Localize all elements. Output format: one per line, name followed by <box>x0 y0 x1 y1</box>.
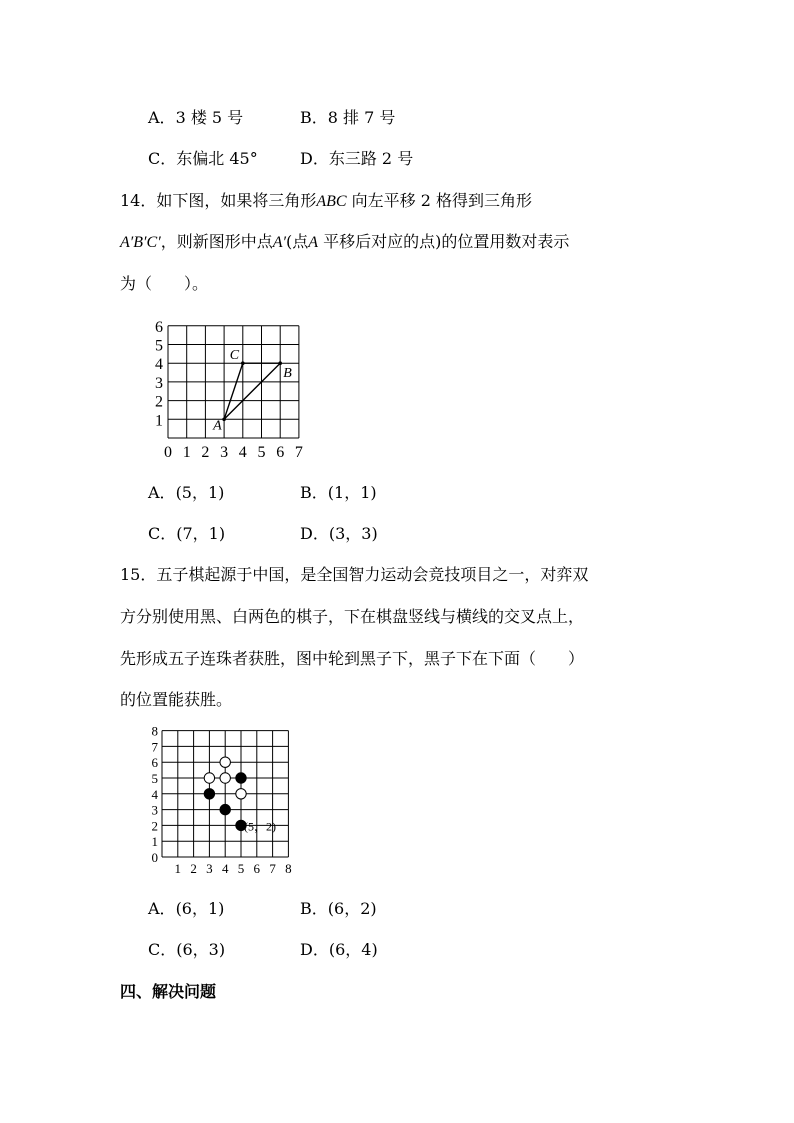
q14-vertex-label-c: C <box>229 348 240 364</box>
q14-vertex-c <box>241 361 245 365</box>
q14-x-tick: 5 <box>257 444 266 461</box>
q15-option-a[interactable]: A．(6，1) <box>148 899 225 918</box>
q15-stem-line-4: 的位置能获胜。 <box>120 690 233 709</box>
q14-vertex-label-a: A <box>213 418 222 434</box>
q14-stem-line-2: A′B′C′，则新图形中点A′(点A 平移后对应的点)的位置用数对表示 <box>120 232 570 251</box>
q14-grid-figure <box>150 316 310 466</box>
q15-y-tick: 1 <box>151 834 158 850</box>
white-stone <box>220 773 230 783</box>
q14-y-tick: 5 <box>155 337 163 355</box>
q15-option-c[interactable]: C．(6，3) <box>148 940 226 959</box>
q14-y-tick: 2 <box>155 393 163 411</box>
q15-coordinate-annotation: (5，2) <box>244 819 276 834</box>
section-heading: 四、解决问题 <box>120 982 217 1001</box>
q15-x-tick-labels <box>175 861 292 876</box>
q14-triangle <box>224 363 280 419</box>
q14-vertex-a <box>222 418 226 422</box>
q14-x-tick-labels <box>164 444 303 461</box>
q14-x-tick: 2 <box>201 444 210 461</box>
q15-y-tick: 0 <box>151 850 158 865</box>
q14-option-a[interactable]: A．(5，1) <box>148 483 225 502</box>
q13-option-d[interactable]: D．东三路 2 号 <box>300 149 414 168</box>
q14-option-c[interactable]: C．(7，1) <box>148 524 226 543</box>
q14-grid-lines <box>168 326 299 438</box>
q15-x-tick: 7 <box>269 861 276 876</box>
q14-x-tick: 0 <box>164 444 172 461</box>
q14-x-tick: 1 <box>182 444 191 461</box>
white-stone <box>204 773 214 783</box>
q15-y-tick-labels <box>152 724 159 865</box>
q14-y-tick: 6 <box>155 318 163 336</box>
black-stone <box>204 789 214 799</box>
q15-option-d[interactable]: D．(6，4) <box>300 940 378 959</box>
q14-option-d[interactable]: D．(3，3) <box>300 524 378 543</box>
q15-y-tick: 2 <box>151 818 158 834</box>
q14-y-tick: 4 <box>155 356 163 374</box>
white-stone <box>220 757 230 767</box>
q15-x-tick: 6 <box>253 861 261 876</box>
q14-y-tick-labels <box>155 319 163 430</box>
q15-y-tick: 6 <box>151 755 158 771</box>
q14-x-tick: 4 <box>238 444 247 461</box>
q13-option-c[interactable]: C．东偏北 45° <box>148 149 258 168</box>
q15-x-tick: 2 <box>190 861 197 876</box>
q15-stem-line-3: 先形成五子连珠者获胜，图中轮到黑子下，黑子下在下面（ ） <box>120 649 585 668</box>
q15-stem-line-2: 方分别使用黑、白两色的棋子，下在棋盘竖线与横线的交叉点上， <box>120 607 585 626</box>
q15-x-tick: 1 <box>174 861 182 876</box>
q15-board-grid <box>162 731 288 857</box>
q15-y-tick: 7 <box>151 739 158 755</box>
q14-x-tick: 7 <box>294 444 303 461</box>
q15-option-b[interactable]: B．(6，2) <box>300 899 377 918</box>
q14-option-b[interactable]: B．(1，1) <box>300 483 377 502</box>
q15-y-tick: 8 <box>151 724 158 739</box>
q14-stem-line-3: 为（ ）。 <box>120 274 209 293</box>
black-stone <box>236 773 246 783</box>
white-stone <box>236 789 246 799</box>
q14-y-tick: 1 <box>155 412 163 430</box>
q15-x-tick: 8 <box>285 861 292 876</box>
q15-x-tick: 4 <box>221 861 229 876</box>
q15-stem-line-1: 15．五子棋起源于中国，是全国智力运动会竞技项目之一，对弈双 <box>120 565 589 584</box>
black-stone <box>220 804 230 814</box>
q15-y-tick: 5 <box>151 771 158 786</box>
q14-x-tick: 6 <box>276 444 285 461</box>
q15-y-tick: 3 <box>151 802 158 818</box>
q15-x-tick: 5 <box>237 861 245 876</box>
q14-stem-line-1: 14．如下图，如果将三角形ABC 向左平移 2 格得到三角形 <box>120 191 533 210</box>
q14-x-tick: 3 <box>220 444 229 461</box>
q13-option-b[interactable]: B．8 排 7 号 <box>300 108 396 127</box>
q14-vertex-label-b: B <box>283 366 292 382</box>
q15-y-tick: 4 <box>151 786 158 802</box>
q13-option-a[interactable]: A．3 楼 5 号 <box>148 108 244 127</box>
q15-x-tick: 3 <box>206 861 213 876</box>
q15-board-figure <box>145 724 305 879</box>
q14-y-tick: 3 <box>155 374 163 392</box>
q14-vertex-b <box>278 361 282 365</box>
